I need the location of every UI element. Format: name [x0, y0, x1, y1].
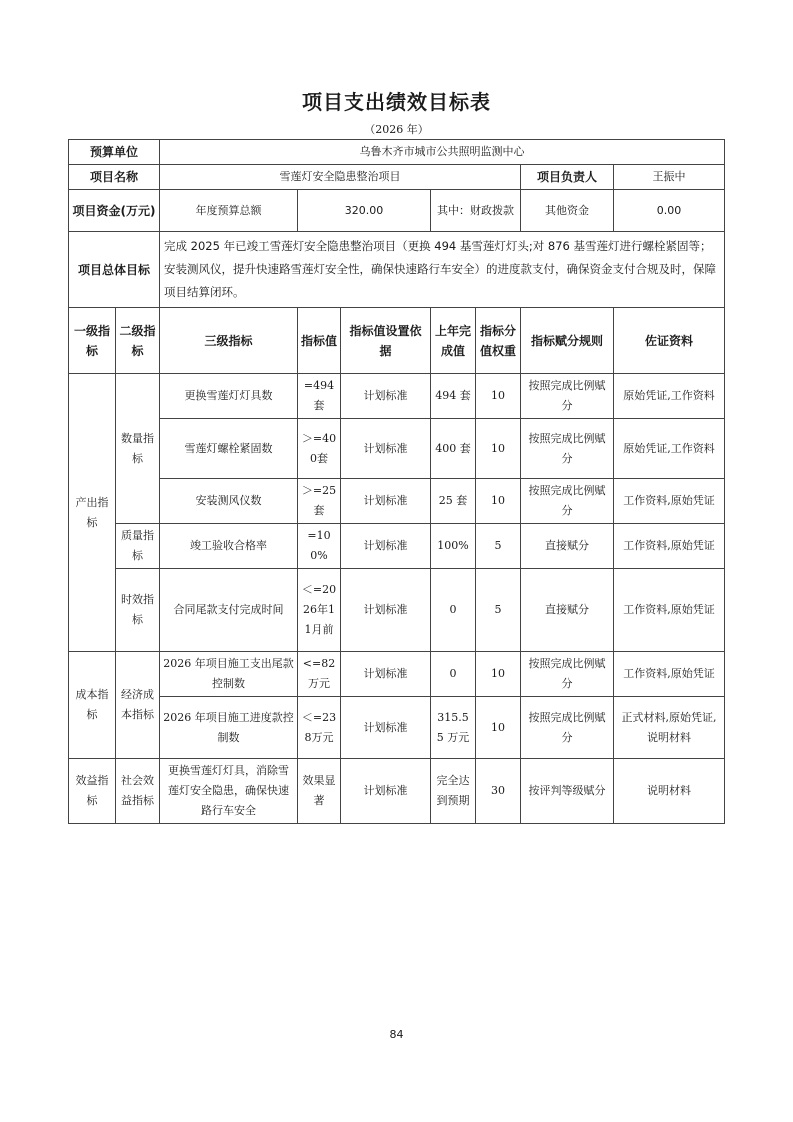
col-header: 上年完成值	[431, 308, 476, 374]
funds-row	[69, 190, 725, 232]
col-header: 三级指标	[160, 308, 298, 374]
weight-cell: 10	[476, 419, 521, 479]
project-label: 项目名称	[69, 165, 160, 190]
table-row	[69, 524, 725, 569]
basis-cell: 计划标准	[341, 374, 431, 419]
prev-cell: 25 套	[431, 479, 476, 524]
fiscal-label: 其中：财政拨款	[431, 190, 521, 232]
weight-cell: 5	[476, 524, 521, 569]
evidence-cell: 正式材料,原始凭证,说明材料	[614, 697, 725, 759]
evidence-cell: 工作资料,原始凭证	[614, 524, 725, 569]
table-row	[69, 652, 725, 697]
prev-cell: 0	[431, 652, 476, 697]
rule-cell: 直接赋分	[521, 569, 614, 652]
level3-cell: 雪莲灯螺栓紧固数	[160, 419, 298, 479]
rule-cell: 按照完成比例赋分	[521, 479, 614, 524]
project-row	[69, 165, 725, 190]
funds-label: 项目资金(万元)	[69, 190, 160, 232]
value-cell: ＜=238万元	[298, 697, 341, 759]
table-row	[69, 569, 725, 652]
other-value: 0.00	[614, 190, 725, 232]
col-header: 佐证资料	[614, 308, 725, 374]
other-label: 其他资金	[521, 190, 614, 232]
basis-cell: 计划标准	[341, 524, 431, 569]
level3-cell: 合同尾款支付完成时间	[160, 569, 298, 652]
prev-cell: 完全达到预期	[431, 759, 476, 824]
col-header: 一级指标	[69, 308, 116, 374]
year-label: （2026 年）	[364, 123, 429, 136]
value-cell: ＜=2026年11月前	[298, 569, 341, 652]
col-header: 指标值	[298, 308, 341, 374]
table-row	[69, 759, 725, 824]
evidence-cell: 原始凭证,工作资料	[614, 419, 725, 479]
value-cell: <=82万元	[298, 652, 341, 697]
level1-cost: 成本指标	[69, 652, 116, 759]
unit-label: 预算单位	[69, 140, 160, 165]
table-row	[69, 697, 725, 759]
col-header: 指标分值权重	[476, 308, 521, 374]
basis-cell: 计划标准	[341, 759, 431, 824]
level3-cell: 竣工验收合格率	[160, 524, 298, 569]
goal-row	[69, 232, 725, 308]
level3-cell: 更换雪莲灯灯具，消除雪莲灯安全隐患，确保快速路行车安全	[160, 759, 298, 824]
level2-quality: 质量指标	[116, 524, 160, 569]
level2-quantity: 数量指标	[116, 374, 160, 524]
level2-social: 社会效益指标	[116, 759, 160, 824]
rule-cell: 按照完成比例赋分	[521, 419, 614, 479]
weight-cell: 30	[476, 759, 521, 824]
level3-cell: 2026 年项目施工进度款控制数	[160, 697, 298, 759]
table-row	[69, 479, 725, 524]
goal-text: 完成 2025 年已竣工雪莲灯安全隐患整治项目（更换 494 基雪莲灯灯头;对 876 基雪莲灯进行螺栓紧固等；安装测风仪，提升快速路雪莲灯安全性，确保快速路行车安全）的进度款支付，确保资金支付合规及时，保障项目结算闭环。	[160, 232, 725, 308]
value-cell: =100%	[298, 524, 341, 569]
evidence-cell: 工作资料,原始凭证	[614, 479, 725, 524]
col-header: 指标值设置依据	[341, 308, 431, 374]
rule-cell: 按照完成比例赋分	[521, 697, 614, 759]
col-header: 二级指标	[116, 308, 160, 374]
level3-cell: 2026 年项目施工支出尾款控制数	[160, 652, 298, 697]
annual-label: 年度预算总额	[160, 190, 298, 232]
weight-cell: 10	[476, 652, 521, 697]
unit-value: 乌鲁木齐市城市公共照明监测中心	[160, 140, 725, 165]
evidence-cell: 原始凭证,工作资料	[614, 374, 725, 419]
performance-table	[68, 139, 725, 824]
basis-cell: 计划标准	[341, 652, 431, 697]
project-value: 雪莲灯安全隐患整治项目	[160, 165, 521, 190]
value-cell: =494套	[298, 374, 341, 419]
value-cell: ＞=25套	[298, 479, 341, 524]
level2-economic: 经济成本指标	[116, 652, 160, 759]
basis-cell: 计划标准	[341, 479, 431, 524]
level2-timeliness: 时效指标	[116, 569, 160, 652]
weight-cell: 10	[476, 374, 521, 419]
level3-cell: 安装测风仪数	[160, 479, 298, 524]
prev-cell: 315.55 万元	[431, 697, 476, 759]
table-row	[69, 374, 725, 419]
col-header: 指标赋分规则	[521, 308, 614, 374]
column-header-row	[69, 308, 725, 374]
rule-cell: 按照完成比例赋分	[521, 374, 614, 419]
goal-label: 项目总体目标	[69, 232, 160, 308]
value-cell: 效果显著	[298, 759, 341, 824]
rule-cell: 按评判等级赋分	[521, 759, 614, 824]
page-number: 84	[389, 1028, 404, 1041]
annual-value: 320.00	[298, 190, 431, 232]
owner-value: 王振中	[614, 165, 725, 190]
prev-cell: 0	[431, 569, 476, 652]
prev-cell: 400 套	[431, 419, 476, 479]
rule-cell: 按照完成比例赋分	[521, 652, 614, 697]
level1-output: 产出指标	[69, 374, 116, 652]
rule-cell: 直接赋分	[521, 524, 614, 569]
level1-benefit: 效益指标	[69, 759, 116, 824]
level3-cell: 更换雪莲灯灯具数	[160, 374, 298, 419]
value-cell: ＞=400套	[298, 419, 341, 479]
unit-row	[69, 140, 725, 165]
weight-cell: 10	[476, 697, 521, 759]
owner-label: 项目负责人	[521, 165, 614, 190]
evidence-cell: 说明材料	[614, 759, 725, 824]
basis-cell: 计划标准	[341, 419, 431, 479]
prev-cell: 100%	[431, 524, 476, 569]
basis-cell: 计划标准	[341, 569, 431, 652]
evidence-cell: 工作资料,原始凭证	[614, 652, 725, 697]
basis-cell: 计划标准	[341, 697, 431, 759]
table-row	[69, 419, 725, 479]
page-title: 项目支出绩效目标表	[302, 90, 491, 114]
prev-cell: 494 套	[431, 374, 476, 419]
weight-cell: 10	[476, 479, 521, 524]
evidence-cell: 工作资料,原始凭证	[614, 569, 725, 652]
weight-cell: 5	[476, 569, 521, 652]
